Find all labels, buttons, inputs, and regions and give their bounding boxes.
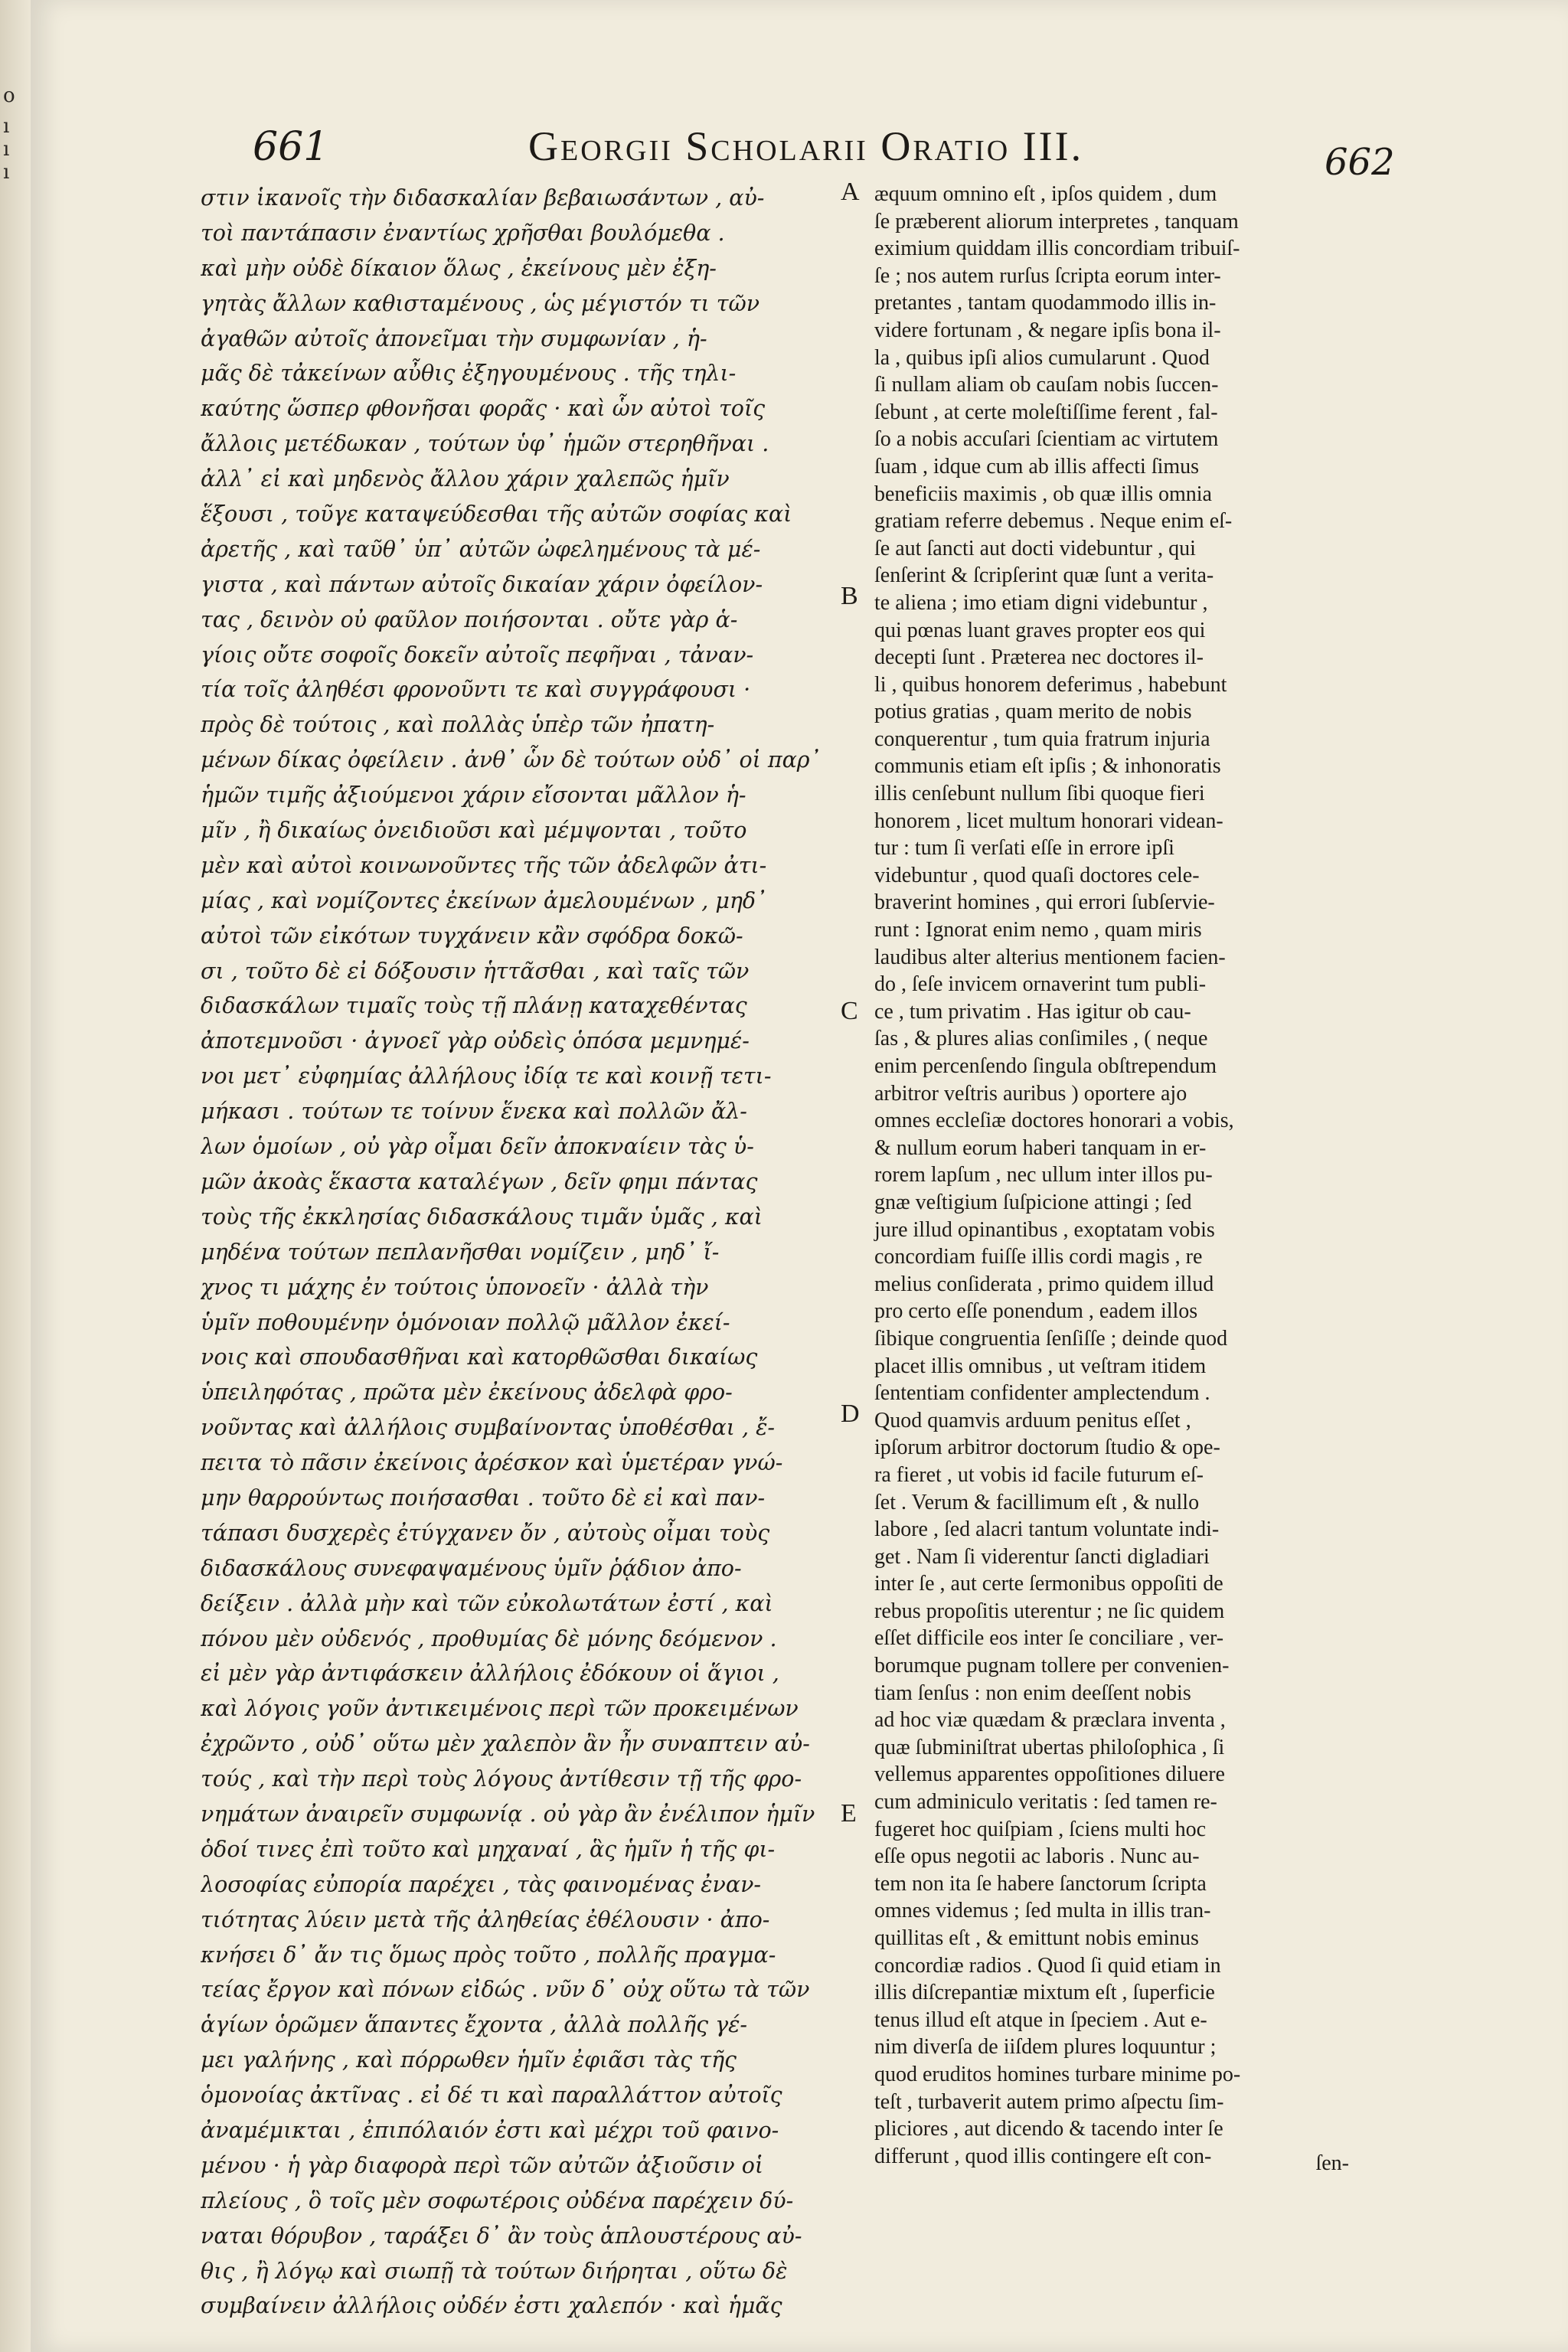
greek-text-line: γιστα , καὶ πάντων αὐτοῖς δικαίαν χάριν ὀφείλον- <box>201 571 763 597</box>
latin-text-line: rebus propoſitis uterentur ; ne ſic quidem <box>874 1599 1225 1623</box>
latin-text-line: laudibus alter alterius mentionem facien- <box>874 945 1226 969</box>
latin-text-line: illis cenſebunt nullum ſibi quoque fieri <box>874 782 1205 806</box>
latin-text-line: arbitror veſtris auribus ) oportere ajo <box>874 1081 1187 1106</box>
latin-text-line: ſibique congruentia ſenſiſſe ; deinde quod <box>874 1326 1228 1351</box>
greek-text-line: στιν ἱκανοῖς τὴν διδασκαλίαν βεβαιωσάντων , αὐ- <box>201 185 765 211</box>
latin-text-line: pro certo eſſe ponendum , eadem illos <box>874 1299 1198 1324</box>
greek-text-line: ὑπειληφότας , πρῶτα μὲν ἐκείνους ἀδελφὰ φρο- <box>201 1380 733 1406</box>
latin-text-line: communis etiam eſt ipſis ; & inhonoratis <box>874 754 1221 779</box>
greek-text-line: ὁδοί τινες ἐπὶ τοῦτο καὶ μηχαναί , ἃς ἡμῖν ἡ τῆς φι- <box>201 1836 776 1862</box>
greek-text-column <box>201 181 828 2324</box>
latin-text-line: qui pœnas luant graves propter eos qui <box>874 618 1206 642</box>
latin-text-line: teſt , turbaverit autem primo aſpectu ſim- <box>874 2089 1224 2114</box>
greek-text-line: ἀρετῆς , καὶ ταῦθ᾽ ὑπ᾽ αὐτῶν ὠφελημένους τὰ μέ- <box>201 536 761 562</box>
latin-text-line: fugeret hoc quiſpiam , ſciens multi hoc <box>874 1817 1207 1841</box>
greek-text-line: νημάτων ἀναιρεῖν συμφωνίᾳ . οὐ γὰρ ἂν ἐνέλιπον ἡμῖν <box>201 1801 815 1827</box>
latin-text-line: potius gratias , quam merito de nobis <box>874 700 1192 724</box>
latin-text-line: differunt , quod illis contingere eſt con- <box>874 2144 1212 2168</box>
latin-text-line: ſenſerint & ſcripſerint quæ ſunt a verita- <box>874 564 1214 588</box>
latin-text-line: quæ ſubminiſtrat ubertas philoſophica , ſi <box>874 1735 1225 1759</box>
latin-text-line: eſſet difficile eos inter ſe conciliare , ver- <box>874 1626 1224 1651</box>
latin-text-line: honorem , licet multum honorari videan- <box>874 808 1223 833</box>
greek-text-line: ἀποτεμνοῦσι · ἀγνοεῖ γὰρ οὐδεὶς ὁπόσα μεμνημέ- <box>201 1028 750 1054</box>
latin-text-line: ſuam , idque cum ab illis affecti ſimus <box>874 454 1200 479</box>
greek-text-line: τείας ἔργον καὶ πόνων εἰδώς . νῦν δ᾽ οὐχ οὕτω τὰ τῶν <box>201 1977 810 2003</box>
latin-text-line: te aliena ; imo etiam digni videbuntur , <box>874 590 1208 615</box>
greek-text-line: ναται θόρυβον , ταράξει δ᾽ ἂν τοὺς ἁπλουστέρους αὐ- <box>201 2223 802 2249</box>
latin-text-line: get . Nam ſi viderentur ſancti digladiari <box>874 1544 1210 1569</box>
latin-text-line: melius conſiderata , primo quidem illud <box>874 1272 1214 1296</box>
spine-mark: o <box>3 84 15 107</box>
latin-text-line: pretantes , tantam quodammodo illis in- <box>874 291 1217 315</box>
margin-letter-c: C <box>841 997 858 1025</box>
greek-text-line: μῶν ἀκοὰς ἕκαστα καταλέγων , δεῖν φημι πάντας <box>201 1168 758 1194</box>
greek-text-line: μένων δίκας ὀφείλειν . ἀνθ᾽ ὧν δὲ τούτων οὐδ᾽ οἱ παρ᾽ <box>201 747 821 773</box>
greek-text-line: κνήσει δ᾽ ἄν τις ὅμως πρὸς τοῦτο , πολλῆς πραγμα- <box>201 1942 776 1968</box>
latin-text-line: ſet . Verum & facillimum eſt , & nullo <box>874 1490 1200 1514</box>
latin-text-line: concordiæ radios . Quod ſi quid etiam in <box>874 1953 1221 1978</box>
greek-text-line: ὑμῖν ποθουμένην ὁμόνοιαν πολλῷ μᾶλλον ἐκεί- <box>201 1309 730 1335</box>
latin-text-line: li , quibus honorem deferimus , habebunt <box>874 672 1227 697</box>
latin-text-line: ſe ; nos autem rurſus ſcripta eorum inter- <box>874 263 1221 288</box>
margin-letter-b: B <box>841 582 858 610</box>
latin-text-line: ſebunt , at certe moleſtiſſime ferent , fal- <box>874 400 1218 424</box>
latin-text-line: ipſorum arbitror doctorum ſtudio & ope- <box>874 1436 1220 1460</box>
greek-text-line: μίας , καὶ νομίζοντες ἐκείνων ἀμελουμένων , μηδ᾽ <box>201 887 767 913</box>
latin-text-line: tiam ſenſus : non enim deeſſent nobis <box>874 1681 1191 1705</box>
page-header <box>222 115 1524 184</box>
latin-text-line: la , quibus ipſi alios cumularunt . Quod <box>874 345 1210 370</box>
greek-text-line: μηδένα τούτων πεπλανῆσθαι νομίζειν , μηδ᾽ ἴ- <box>201 1239 720 1265</box>
latin-text-line: videre fortunam , & negare ipſis bona il- <box>874 318 1221 342</box>
latin-text-line: nim diverſa de iiſdem plures loquuntur ; <box>874 2035 1217 2060</box>
latin-text-line: eſſe opus negotii ac laboris . Nunc au- <box>874 1844 1200 1869</box>
greek-text-line: μένου · ἡ γὰρ διαφορὰ περὶ τῶν αὐτῶν ἀξιοῦσιν οἱ <box>201 2152 764 2178</box>
latin-text-line: conquerentur , tum quia fratrum injuria <box>874 727 1210 751</box>
greek-text-line: πόνου μὲν οὐδενός , προθυμίας δὲ μόνης δεόμενον . <box>201 1625 777 1651</box>
catchword: ſen- <box>1315 2151 1349 2175</box>
greek-text-line: ἐχρῶντο , οὐδ᾽ οὕτω μὲν χαλεπὸν ἂν ἦν συναπτειν αὐ- <box>201 1731 810 1757</box>
greek-text-line: νοῦντας καὶ ἀλλήλοις συμβαίνοντας ὑποθέσθαι , ἔ- <box>201 1415 776 1441</box>
greek-text-line: λοσοφίας εὐπορία παρέχει , τὰς φαινομένας ἐναν- <box>201 1871 762 1897</box>
greek-text-line: μᾶς δὲ τἀκείνων αὖθις ἐξηγουμένους . τῆς τηλι- <box>201 361 737 387</box>
spine-mark: ı <box>3 161 10 184</box>
latin-text-line: illis diſcrepantiæ mixtum eſt , ſuperficie <box>874 1981 1215 2005</box>
greek-text-line: ἀγαθῶν αὐτοῖς ἀπονεῖμαι τὴν συμφωνίαν , ἡ- <box>201 325 707 351</box>
latin-text-line: & nullum eorum haberi tanquam in er- <box>874 1135 1207 1160</box>
book-spine <box>0 0 31 2352</box>
latin-text-line: ſas , & plures alias conſimiles , ( neque <box>874 1027 1208 1051</box>
greek-text-line: διδασκάλους συνεφαψαμένους ὑμῖν ῥᾴδιον ἀπο- <box>201 1555 742 1581</box>
greek-text-line: πλείους , ὃ τοῖς μὲν σοφωτέροις οὐδένα παρέχειν δύ- <box>201 2187 794 2213</box>
spine-mark: ı <box>3 115 10 138</box>
greek-text-line: τοὶ παντάπασιν ἐναντίως χρῆσθαι βουλόμεθα . <box>201 220 725 246</box>
latin-text-line: pliciores , aut dicendo & tacendo inter ſe <box>874 2117 1223 2141</box>
running-title: Georgii Scholarii Oratio III. <box>528 123 1084 169</box>
latin-text-line: gratiam referre debemus . Neque enim eſ- <box>874 509 1233 534</box>
latin-text-line: placet illis omnibus , ut veſtram itidem <box>874 1354 1207 1378</box>
greek-text-line: καύτης ὥσπερ φθονῆσαι φορᾶς · καὶ ὧν αὐτοὶ τοῖς <box>201 396 766 422</box>
latin-text-line: ſi nullam aliam ob cauſam nobis ſuccen- <box>874 373 1219 397</box>
greek-text-line: χνος τι μάχης ἐν τούτοις ὑπονοεῖν · ἀλλὰ τὴν <box>201 1274 709 1300</box>
greek-text-line: ὁμονοίας ἀκτῖνας . εἰ δέ τι καὶ παραλλάττον αὐτοῖς <box>201 2082 782 2109</box>
greek-text-line: νοις καὶ σπουδασθῆναι καὶ κατορθῶσθαι δικαίως <box>201 1344 758 1370</box>
greek-text-line: ἄλλοις μετέδωκαν , τούτων ὑφ᾽ ἡμῶν στερηθῆναι . <box>201 431 769 457</box>
latin-text-line: do , ſeſe invicem ornaverint tum publi- <box>874 972 1207 997</box>
latin-text-line: tur : tum ſi verſati eſſe in errore ipſi <box>874 836 1174 861</box>
greek-text-line: τία τοῖς ἀληθέσι φρονοῦντι τε καὶ συγγράφουσι · <box>201 677 751 703</box>
latin-text-line: ſententiam confidenter amplectendum . <box>874 1381 1210 1406</box>
latin-text-line: borumque pugnam tollere per convenien- <box>874 1654 1230 1678</box>
margin-letter-e: E <box>841 1799 857 1828</box>
greek-text-line: νοι μετ᾽ εὐφημίας ἀλλήλους ἰδίᾳ τε καὶ κοινῇ τετι- <box>201 1063 772 1089</box>
latin-text-line: runt : Ignorat enim nemo , quam miris <box>874 918 1202 942</box>
greek-text-line: τούς , καὶ τὴν περὶ τοὺς λόγους ἀντίθεσιν τῇ τῆς φρο- <box>201 1766 802 1792</box>
greek-text-line: εἰ μὲν γὰρ ἀντιφάσκειν ἀλλήλοις ἐδόκουν οἱ ἅγιοι , <box>201 1661 779 1687</box>
latin-text-line: braverint homines , qui errori ſubſervie- <box>874 890 1215 915</box>
greek-text-line: τιότητας λύειν μετὰ τῆς ἀληθείας ἐθέλουσιν · ἀπο- <box>201 1906 770 1932</box>
greek-text-line: λων ὁμοίων , οὐ γὰρ οἶμαι δεῖν ἀποκναίειν τὰς ὑ- <box>201 1134 754 1160</box>
latin-text-line: Quod quamvis arduum penitus eſſet , <box>874 1408 1191 1432</box>
latin-text-line: concordiam fuiſſe illis cordi magis , re <box>874 1245 1203 1269</box>
greek-text-line: καὶ λόγοις γοῦν ἀντικειμένοις περὶ τῶν προκειμένων <box>201 1696 799 1722</box>
greek-text-line: μην θαρρούντως ποιήσασθαι . τοῦτο δὲ εἰ καὶ παν- <box>201 1485 766 1511</box>
greek-text-line: μει γαλήνης , καὶ πόρρωθεν ἡμῖν ἐφιᾶσι τὰς τῆς <box>201 2047 737 2073</box>
latin-text-line: tem non ita ſe habere ſanctorum ſcripta <box>874 1871 1207 1896</box>
greek-text-line: τάπασι δυσχερὲς ἐτύγχανεν ὄν , αὐτοὺς οἶμαι τοὺς <box>201 1520 770 1546</box>
latin-text-column <box>874 181 1349 2170</box>
greek-text-line: διδασκάλων τιμαῖς τοὺς τῇ πλάνῃ καταχεθέντας <box>201 993 747 1019</box>
page-number-left: 661 <box>253 124 329 170</box>
latin-text-line: gnæ veſtigium ſuſpicione attingi ; ſed <box>874 1190 1192 1214</box>
greek-text-line: ἀλλ᾽ εἰ καὶ μηδενὸς ἄλλου χάριν χαλεπῶς ἡμῖν <box>201 466 730 492</box>
page-number-right: 662 <box>1325 141 1395 184</box>
latin-text-line: vellemus apparentes oppoſitiones diluere <box>874 1762 1225 1787</box>
greek-text-line: θις , ἢ λόγῳ καὶ σιωπῇ τὰ τούτων διήρηται , οὕτω δὲ <box>201 2258 788 2284</box>
greek-text-line: ἀναμέμικται , ἐπιπόλαιόν ἐστι καὶ μέχρι τοῦ φαινο- <box>201 2117 779 2143</box>
latin-text-line: enim percenſendo ſingula obſtrependum <box>874 1054 1217 1078</box>
latin-text-line: rorem lapſum , nec ullum inter illos pu- <box>874 1163 1213 1187</box>
greek-text-line: ἡμῶν τιμῆς ἀξιούμενοι χάριν εἴσονται μᾶλλον ἡ- <box>201 782 746 808</box>
greek-text-line: μήκασι . τούτων τε τοίνυν ἕνεκα καὶ πολλῶν ἄλ- <box>201 1099 747 1125</box>
spine-mark: ı <box>3 138 10 161</box>
greek-text-line: πειτα τὸ πᾶσιν ἐκείνοις ἀρέσκον καὶ ὑμετέραν γνώ- <box>201 1450 783 1476</box>
greek-text-line: γίοις οὔτε σοφοῖς δοκεῖν αὐτοῖς πεφῆναι , τἀναν- <box>201 642 754 668</box>
latin-text-line: quillitas eſt , & emittunt nobis eminus <box>874 1926 1199 1950</box>
latin-text-line: ce , tum privatim . Has igitur ob cau- <box>874 999 1191 1024</box>
latin-text-line: æquum omnino eſt , ipſos quidem , dum <box>874 182 1217 206</box>
greek-text-line: ἕξουσι , τοῦγε καταψεύδεσθαι τῆς αὐτῶν σοφίας καὶ <box>201 501 792 528</box>
greek-text-line: ἁγίων ὁρῶμεν ἅπαντες ἔχοντα , ἀλλὰ πολλῆς γέ- <box>201 2012 748 2038</box>
greek-text-line: μῖν , ἢ δικαίως ὀνειδιοῦσι καὶ μέμψονται , τοῦτο <box>201 818 747 844</box>
latin-text-line: decepti ſunt . Præterea nec doctores il- <box>874 645 1204 670</box>
greek-text-line: σι , τοῦτο δὲ εἰ δόξουσιν ἡττᾶσθαι , καὶ ταῖς τῶν <box>201 958 750 984</box>
latin-text-line: inter ſe , aut certe ſermonibus oppoſiti de <box>874 1572 1223 1596</box>
greek-text-line: μὲν καὶ αὐτοὶ κοινωνοῦντες τῆς τῶν ἀδελφῶν ἀτι- <box>201 852 767 878</box>
latin-text-line: ſo a nobis accuſari ſcientiam ac virtutem <box>874 427 1219 452</box>
latin-text-line: ad hoc viæ quædam & præclara inventa , <box>874 1708 1226 1733</box>
greek-text-line: τας , δεινὸν οὐ φαῦλον ποιήσονται . οὔτε γὰρ ἁ- <box>201 606 738 632</box>
latin-text-line: beneficiis maximis , ob quæ illis omnia <box>874 482 1212 506</box>
latin-text-line: ra fieret , ut vobis id facile futurum eſ- <box>874 1462 1204 1487</box>
greek-text-line: πρὸς δὲ τούτοις , καὶ πολλὰς ὑπὲρ τῶν ἠπατη- <box>201 712 715 738</box>
latin-text-line: omnes eccleſiæ doctores honorari a vobis, <box>874 1109 1234 1133</box>
greek-text-line: δείξειν . ἀλλὰ μὴν καὶ τῶν εὐκολωτάτων ἐστί , καὶ <box>201 1590 773 1616</box>
latin-text-line: eximium quiddam illis concordiam tribuiſ- <box>874 237 1240 261</box>
greek-text-line: γητὰς ἄλλων καθισταμένους , ὡς μέγιστόν τι τῶν <box>201 290 760 316</box>
latin-text-line: ſe aut ſancti aut docti videbuntur , qui <box>874 536 1196 560</box>
greek-text-line: αὐτοὶ τῶν εἰκότων τυγχάνειν κἂν σφόδρα δοκῶ- <box>201 923 743 949</box>
margin-letter-d: D <box>841 1400 860 1428</box>
greek-text-line: καὶ μὴν οὐδὲ δίκαιον ὅλως , ἐκείνους μὲν ἐξη- <box>201 255 717 281</box>
margin-letter-a: A <box>841 178 860 206</box>
latin-text-line: videbuntur , quod quaſi doctores cele- <box>874 863 1200 887</box>
latin-text-line: cum adminiculo veritatis : ſed tamen re- <box>874 1790 1217 1815</box>
latin-text-line: ſe præberent aliorum interpretes , tanquam <box>874 209 1239 234</box>
latin-text-line: labore , ſed alacri tantum voluntate indi- <box>874 1517 1220 1542</box>
latin-text-line: jure illud opinantibus , exoptatam vobis <box>874 1217 1215 1242</box>
latin-text-line: omnes videmus ; ſed multa in illis tran- <box>874 1899 1211 1923</box>
greek-text-line: τοὺς τῆς ἐκκλησίας διδασκάλους τιμᾶν ὑμᾶς , καὶ <box>201 1204 763 1230</box>
greek-text-line: συμβαίνειν ἀλλήλοις οὐδέν ἐστι χαλεπόν · καὶ ἡμᾶς <box>201 2293 782 2319</box>
latin-text-line: quod eruditos homines turbare minime po- <box>874 2062 1241 2086</box>
latin-text-line: tenus illud eſt atque in ſpeciem . Aut e- <box>874 2007 1207 2032</box>
